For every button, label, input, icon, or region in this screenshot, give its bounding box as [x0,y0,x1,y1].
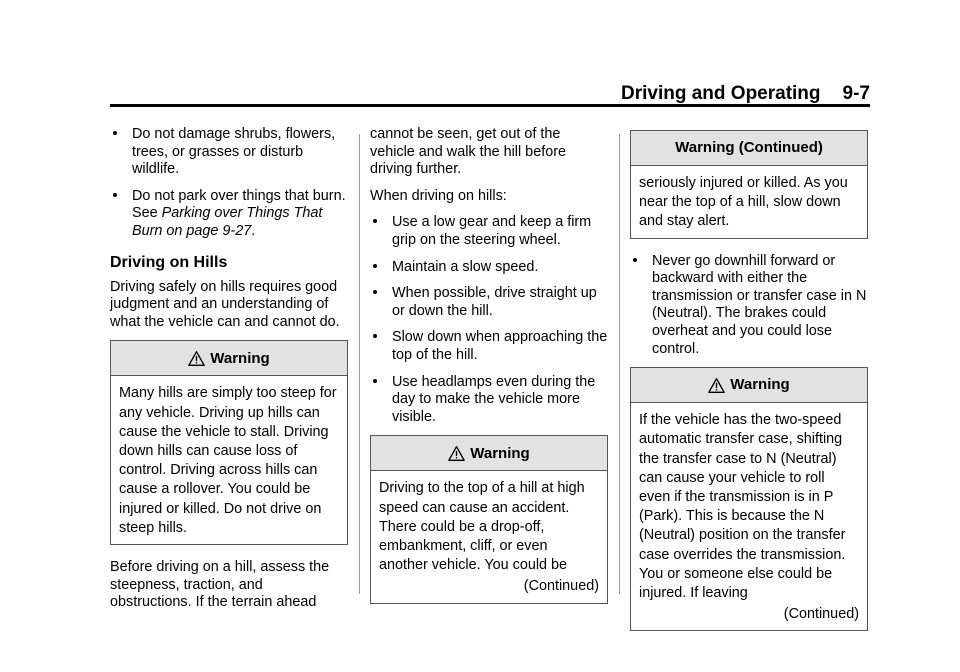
warning-title: Warning (Continued) [675,139,823,157]
list-item: Never go downhill forward or backward with either the transmission or transfer case in N (Neutral). The brakes could overheat and you could lose control. [630,253,868,359]
warning-title: Warning [730,376,790,394]
warning-triangle-icon [188,350,205,367]
column-divider [619,134,620,594]
warning-text: seriously injured or killed. As you near the top of a hill, slow down and stay alert. [639,175,848,230]
list-item: When possible, drive straight up or down the hill. [370,285,608,320]
continued-label: (Continued) [783,606,859,623]
warning-triangle-icon [708,377,725,394]
warning-header [111,341,347,376]
paragraph: When driving on hills: [370,187,507,204]
continued-label: (Continued) [523,578,599,595]
warning-title: Warning [210,349,270,367]
column-3 [630,126,868,645]
section-heading: Driving on Hills [110,253,228,271]
warning-box [370,435,608,603]
list-item: Use a low gear and keep a firm grip on the steering wheel. [370,214,608,249]
column-divider [359,134,360,594]
paragraph: cannot be seen, get out of the vehicle and walk the hill before driving further. [370,126,566,178]
warning-box-continued [630,130,868,239]
warning-header [371,436,607,471]
list-item: Slow down when approaching the top of the hill. [370,329,608,364]
paragraph: Before driving on a hill, assess the steepness, traction, and obstructions. If the terrain ahead [110,558,330,611]
column-1 [110,126,348,621]
warning-text: If the vehicle has the two-speed automatic transfer case, shifting the transfer case to N (Neutral) can cause your vehicle to roll even if the transmission is in P (Park). This is because the N (Neutral) position on the transfer case overrides the transmission. You or someone else could be injured. If leaving [639,412,846,601]
list-item: Maintain a slow speed. [370,259,608,277]
page-number: 9-7 [842,83,870,104]
warning-text: Many hills are simply too steep for any vehicle. Driving up hills can cause the vehicle to stall. Driving down hills can cause loss of control. Driving across hills can cause a rollover. You could be injured or killed. Do not drive on steep hills. [119,385,337,536]
section-title: Driving and Operating [621,83,821,104]
page-header [110,82,870,106]
header-rule [110,104,870,107]
paragraph: Driving safely on hills requires good judgment and an understanding of what the vehicle can and cannot do. [110,278,340,330]
cross-reference-link[interactable]: Parking over Things That Burn on page 9-27 [132,205,323,239]
warning-box [630,367,868,631]
list-item: Do not damage shrubs, flowers, trees, or grasses or disturb wildlife. [110,126,348,179]
warning-header [631,131,867,166]
list-item: Do not park over things that burn. See Parking over Things That Burn on page 9-27. [110,188,348,241]
warning-text: Driving to the top of a hill at high speed can cause an accident. There could be a drop-off, embankment, cliff, or even another vehicle. You could be [379,480,585,574]
warning-box [110,340,348,545]
warning-title: Warning [470,444,530,462]
list-item: Use headlamps even during the day to make the vehicle more visible. [370,374,608,427]
warning-header [631,368,867,403]
warning-triangle-icon [448,445,465,462]
column-2 [370,126,608,618]
